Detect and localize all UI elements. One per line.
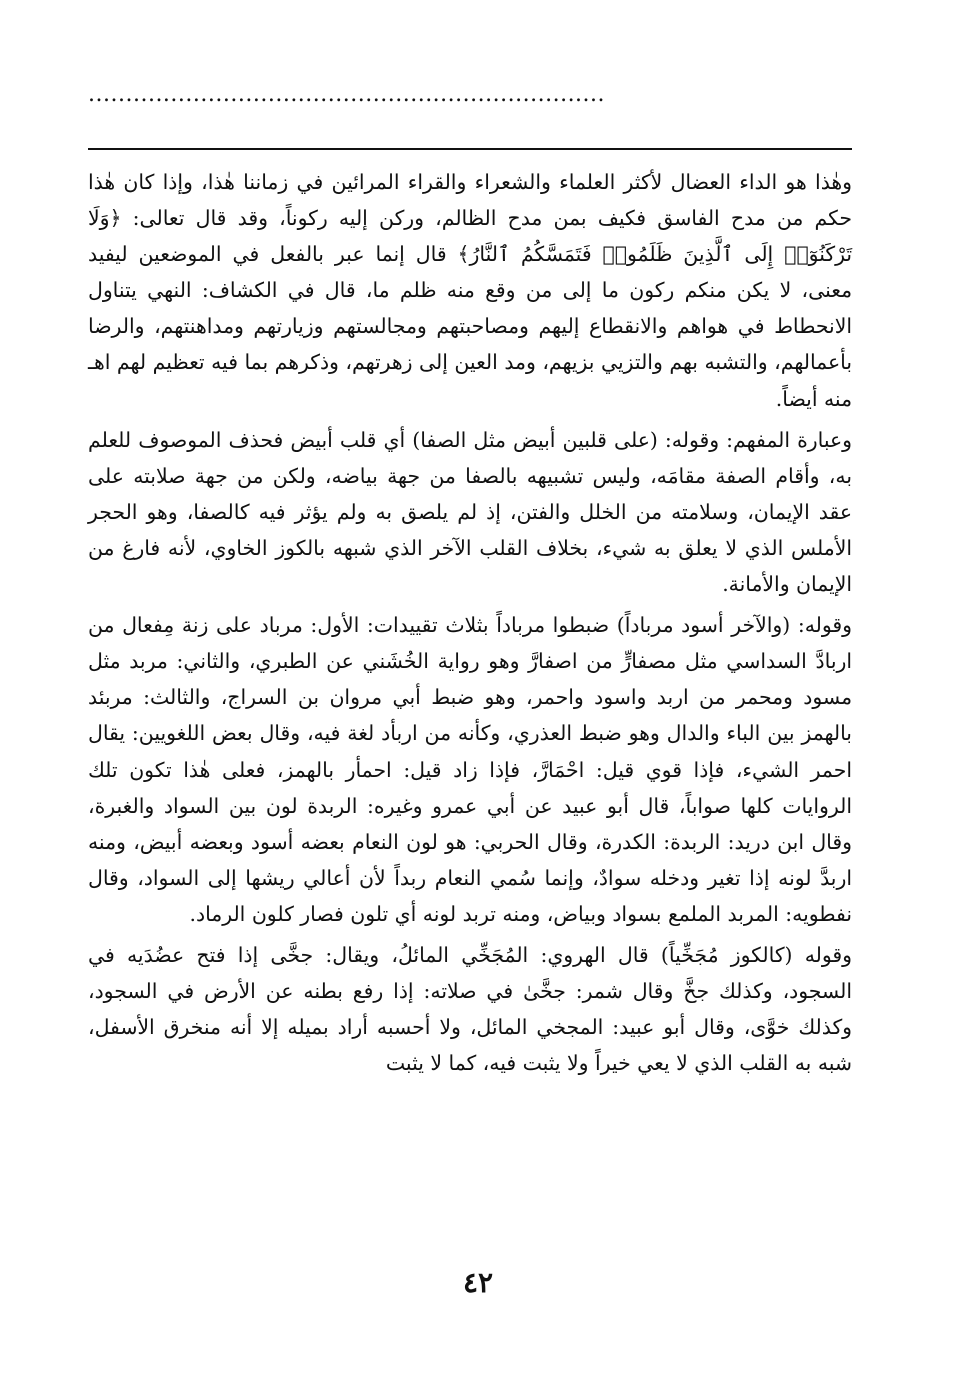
paragraph-3: وقوله: (والآخر أسود مرباداً) ضبطوا مرباداً بثلاث تقييدات: الأول: مرباد على زنة مِفعال من اربادَّ السداسي مثل مصفارٍّ من اصفارَّ وهو رواية الخُشَني عن الطبري، والثاني: مربد مثل مسود ومحمر من اربد واسود واحمر، وهو ضبط أبي مروان بن السراج، والثالث: مربئد بالهمز بين الباء والدال وهو ضبط العذري، وكأنه من اربأد لغة فيه، وقال بعض اللغويين: يقال احمر الشيء، فإذا قوي قيل: احْمَارَّ، فإذا زاد قيل: احمأر بالهمز، فعلى هٰذا تكون تلك الروايات كلها صواباً، قال أبو عبيد عن أبي عمرو وغيره: الربدة لون بين السواد والغبرة، وقال ابن دريد: الربدة: الكدرة، وقال الحربي: هو لون النعام بعضه أسود وبعضه أبيض، ومنه اربدَّ لونه إذا تغير ودخله سوادٌ، وإنما سُمي النعام ربداً لأن أعالي ريشها إلى السواد، وقال نفطويه: المربد الملمع بسواد وبياض، ومنه تربد لونه أي تلون فصار كلون الرماد. [88, 613, 853, 926]
header-dotted-line: ..................................................................... [88, 82, 606, 107]
body-text [88, 164, 852, 1086]
header-rule [88, 148, 852, 150]
page-number: ٤٢ [462, 1266, 494, 1299]
paragraph-1: وهٰذا هو الداء العضال لأكثر العلماء والشعراء والقراء المرائين في زماننا هٰذا، وإذا كان هٰذا حكم من مدح الفاسق فكيف بمن مدح الظالم، وركن إليه ركوناً، وقد قال تعالى: ﴿وَلَا تَرْكَنُوٓا۟ إِلَى ٱلَّذِينَ ظَلَمُوا۟ فَتَمَسَّكُمُ ٱلنَّارُ﴾ قال إنما عبر بالفعل في الموضعين ليفيد معنى، لا يكن منكم ركون ما إلى من وقع منه ظلم ما، قال في الكشاف: النهي يتناول الانحطاط في هواهم والانقطاع إليهم ومصاحبتهم ومجالستهم وزيارتهم ومداهنتهم، والرضا بأعمالهم، والتشبه بهم والتزيي بزيهم، ومد العين إلى زهرتهم، وذكرهم بما فيه تعظيم لهم اهـ منه أيضاً. [88, 170, 852, 411]
paragraph-4: وقوله (كالكوز مُجَخِّياً) قال الهروي: المُجَخِّي المائلُ، ويقال: جخَّى إذا فتح عضُدَيه في السجود، وكذلك جخَّ وقال شمر: جخَّىٰ في صلاته: إذا رفع بطنه عن الأرض في السجود، وكذلك خوَّى، وقال أبو عبيد: المجخي المائل، ولا أحسبه أراد بميله إلا أنه منخرق الأسفل، شبه به القلب الذي لا يعي خيراً ولا يثبت فيه، كما لا يثبت [88, 942, 852, 1076]
paragraph-2: وعبارة المفهم: وقوله: (على قلبين أبيض مثل الصفا) أي قلب أبيض فحذف الموصوف للعلم به، وأقام الصفة مقامَه، وليس تشبيهه بالصفا من جهة بياضه، ولكن من جهة صلابته على عقد الإيمان، وسلامته من الخلل والفتن، إذ لم يلصق به ولم يؤثر فيه كالصفا، وهو الحجر الأملس الذي لا يعلق به شيء، بخلاف القلب الآخر الذي شبهه بالكوز الخاوي، لأنه فارغ من الإيمان والأمانة. [88, 427, 852, 597]
